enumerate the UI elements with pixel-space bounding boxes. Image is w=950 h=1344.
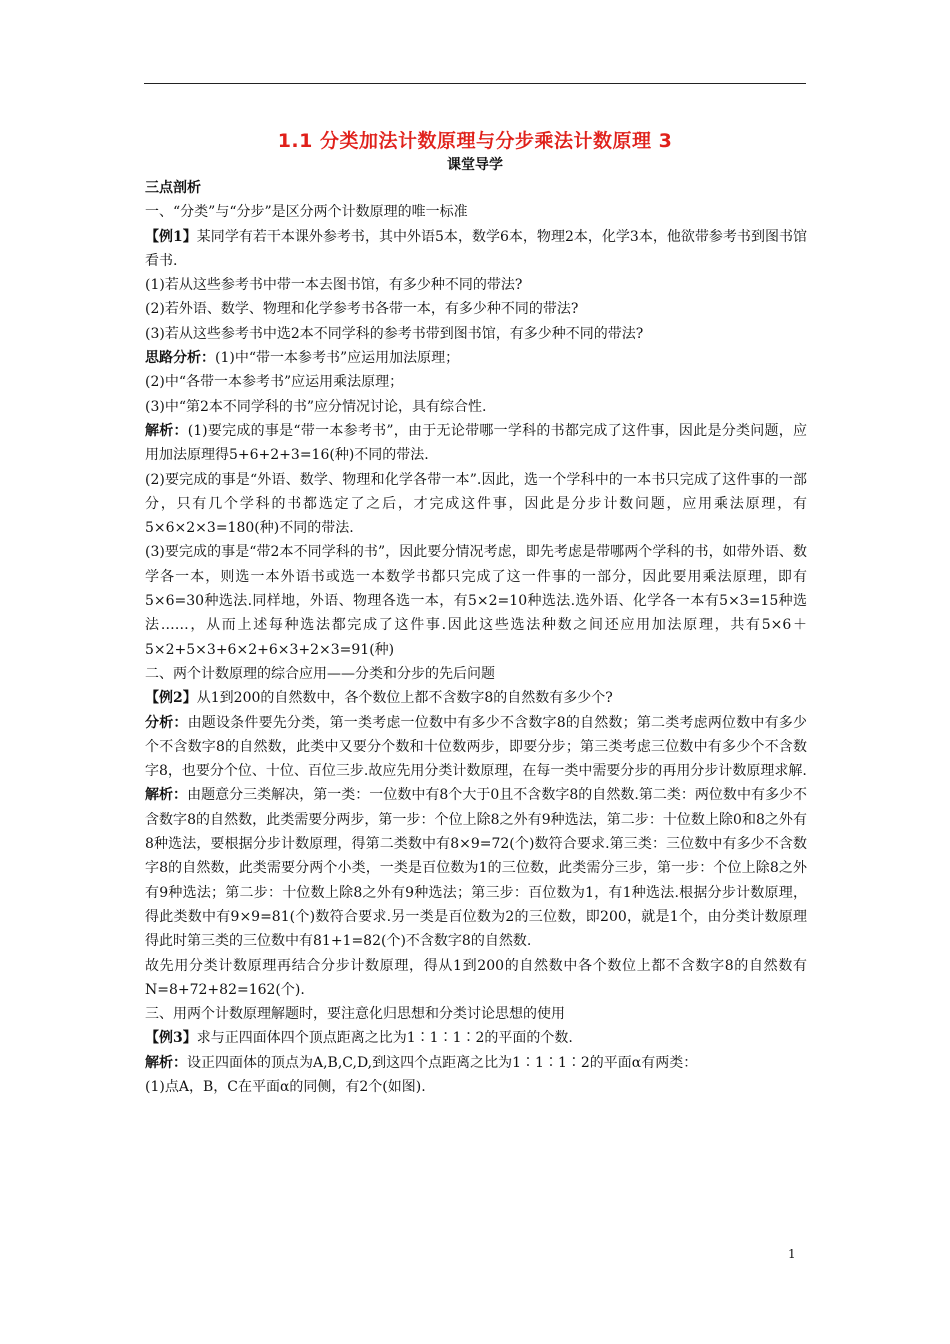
page-title: 1.1 分类加法计数原理与分步乘法计数原理 3 <box>277 130 673 152</box>
paragraph-text: (1)要完成的事是“带一本参考书”，由于无论带哪一学科的书都完成了这件事，因此是分类问题，应用加法原理得5+6+2+3=16(种)不同的带法. <box>145 422 807 464</box>
paragraph <box>145 662 807 686</box>
paragraph <box>145 1002 807 1026</box>
document-body <box>145 176 807 1099</box>
paragraph-list <box>145 200 807 1099</box>
paragraph <box>145 346 807 370</box>
paragraph-text: (1)若从这些参考书中带一本去图书馆，有多少种不同的带法? <box>145 277 523 294</box>
paragraph-text: 设正四面体的顶点为A,B,C,D,到这四个点距离之比为1∶1∶1∶2的平面α有两类： <box>187 1054 698 1071</box>
paragraph <box>145 1075 807 1099</box>
paragraph <box>145 297 807 321</box>
page-number: 1 <box>788 1247 796 1261</box>
paragraph-text: 由题意分三类解决，第一类：一位数中有8个大于0且不含数字8的自然数.第二类：两位数中有多少不含数字8的自然数，此类需要分两步，第一步：个位上除8之外有9种选法，第二步：十位数上除0和8之外有8种选法，要根据分步计数原理，得第二类数中有8×9=72(个)数符合要求.第三类：三位数中有多少不含数字8的自然数，此类需要分两个小类，一类是百位数为1的三位数，此类需分三步，第一步：个位上除8之外有9种选法；第二步：十位数上除8之外有9种选法；第三步：百位数为1，有1种选法.根据分步计数原理，得此类数中有9×9=81(个)数符合要求.另一类是百位数为2的三位数，即200，就是1个，由分类计数原理得此时第三类的三位数中有81+1=82(个)不含数字8的自然数. <box>145 787 808 950</box>
paragraph <box>145 370 807 394</box>
section-heading: 三点剖析 <box>145 180 201 196</box>
paragraph <box>145 419 807 468</box>
paragraph <box>145 783 807 953</box>
paragraph <box>145 200 807 224</box>
paragraph <box>145 273 807 297</box>
paragraph-text: 某同学有若干本课外参考书，其中外语5本，数学6本，物理2本，化学3本，他欲带参考书到图书馆看书. <box>145 228 807 269</box>
paragraph-label: 解析： <box>145 422 188 439</box>
paragraph-label: 【例2】 <box>145 690 197 707</box>
paragraph-label: 思路分析： <box>145 350 215 367</box>
paragraph-label: 解析： <box>145 1054 187 1071</box>
paragraph-text: 从1到200的自然数中，各个数位上都不含数字8的自然数有多少个? <box>196 690 613 707</box>
paragraph-text: (1)点A，B，C在平面α的同侧，有2个(如图). <box>145 1078 426 1095</box>
paragraph-text: 由题设条件要先分类，第一类考虑一位数中有多少不含数字8的自然数；第二类考虑两位数中有多少个不含数字8的自然数，此类中又要分个数和十位数两步，即要分步；第三类考虑三位数中有多少个不含数字8，也要分个位、十位、百位三步.故应先用分类计数原理，在每一类中需要分步的再用分步计数原理求解. <box>145 714 807 780</box>
paragraph-text: 二、两个计数原理的综合应用——分类和分步的先后问题 <box>145 665 495 682</box>
paragraph-text: (2)要完成的事是“外语、数学、物理和化学各带一本”.因此，选一个学科中的一本书只完成了这件事的一部分，只有几个学科的书都选定了之后，才完成这件事，因此是分步计数问题，应用乘法原理，有5×6×2×3=180(种)不同的带法. <box>145 471 807 537</box>
paragraph <box>145 711 807 784</box>
paragraph <box>145 1051 807 1075</box>
paragraph-label: 分析： <box>145 714 188 731</box>
paragraph <box>145 1026 807 1050</box>
paragraph-text: 一、“分类”与“分步”是区分两个计数原理的唯一标准 <box>145 204 468 221</box>
paragraph-text: 故先用分类计数原理再结合分步计数原理，得从1到200的自然数中各个数位上都不含数字8的自然数有N=8+72+82=162(个). <box>145 957 807 998</box>
paragraph-text: 求与正四面体四个顶点距离之比为1∶1∶1∶2的平面的个数. <box>196 1030 573 1047</box>
paragraph <box>145 468 807 541</box>
paragraph-label: 【例3】 <box>145 1030 197 1047</box>
paragraph <box>145 395 807 419</box>
page-subtitle: 课堂导学 <box>447 157 503 173</box>
paragraph-text: (3)要完成的事是“带2本不同学科的书”，因此要分情况考虑，即先考虑是带哪两个学科的书，如带外语、数学各一本，则选一本外语书或选一本数学书都只完成了这一件事的一部分，因此要用乘法原理，即有5×6=30种选法.同样地，外语、物理各选一本，有5×2=10种选法.选外语、化学各一本有5×3=15种选法……，从而上述每种选法都完成了这件事.因此这些选法种数之间还应用加法原理，共有5×6＋5×2+5×3+6×2+6×3+2×3=91(种) <box>145 544 807 658</box>
paragraph <box>145 540 807 661</box>
paragraph <box>145 686 807 710</box>
paragraph <box>145 322 807 346</box>
paragraph-label: 【例1】 <box>145 228 197 245</box>
paragraph-text: 三、用两个计数原理解题时，要注意化归思想和分类讨论思想的使用 <box>145 1006 565 1023</box>
paragraph-label: 解析： <box>145 787 188 804</box>
paragraph-text: (1)中“带一本参考书”应运用加法原理； <box>215 350 460 367</box>
paragraph-text: (2)若外语、数学、物理和化学参考书各带一本，有多少种不同的带法? <box>145 301 579 318</box>
paragraph <box>145 225 807 274</box>
header-rule <box>144 83 806 84</box>
paragraph-text: (3)若从这些参考书中选2本不同学科的参考书带到图书馆，有多少种不同的带法? <box>145 325 644 342</box>
paragraph <box>145 954 807 1003</box>
paragraph-text: (3)中“第2本不同学科的书”应分情况讨论，具有综合性. <box>145 398 487 415</box>
paragraph-text: (2)中“各带一本参考书”应运用乘法原理； <box>145 374 404 391</box>
